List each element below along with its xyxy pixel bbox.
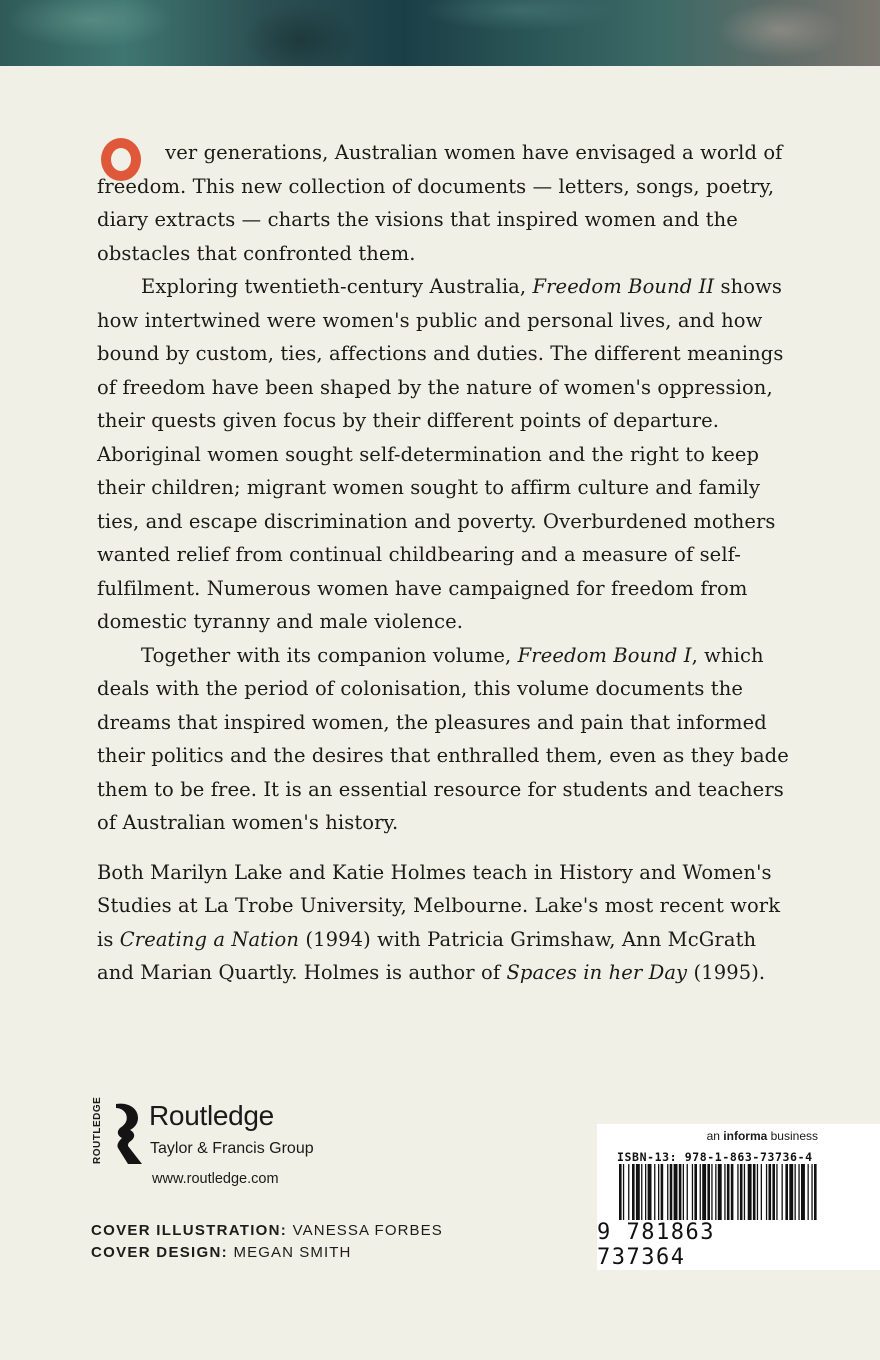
- blurb-paragraph-1: ver generations, Australian women have envisaged a world of freedom. This new collection of documents — letters, songs, poetry, diary extracts — charts the visions that inspired women and the obstacles that confronted them.: [97, 141, 783, 265]
- blurb-paragraph-3: Together with its companion volume, Freedom Bound I, which deals with the period of colonisation, this volume documents the dreams that inspired women, the pleasures and pain that informed their politics and the desires that enthralled them, even as they bade them to be free. It is an essential resource for students and teachers of Australian women's history.: [97, 643, 789, 834]
- publisher-website[interactable]: www.routledge.com: [152, 1171, 279, 1187]
- author-bio: Both Marilyn Lake and Katie Holmes teach in History and Women's Studies at La Trobe University, Melbourne. Lake's most recent work is Creating a Nation (1994) with Patricia Grimshaw, Ann McGrath and Marian Quartly. Holmes is author of Spaces in her Day (1995).: [97, 860, 781, 984]
- book-title-freedom-bound-2: Freedom Bound II: [532, 275, 715, 298]
- barcode-number: 9 781863 737364: [597, 1220, 817, 1270]
- publisher-group: Taylor & Francis Group: [150, 1140, 314, 1157]
- book-title-freedom-bound-1: Freedom Bound I: [517, 643, 692, 667]
- barcode-panel: [597, 1124, 880, 1270]
- credit-design: COVER DESIGN: MEGAN SMITH: [91, 1244, 352, 1261]
- publisher-block: [92, 1096, 392, 1195]
- drop-cap-letter: [149, 141, 165, 164]
- blurb-paragraph-2: Exploring twentieth-century Australia, Freedom Bound II shows how intertwined were women's public and personal lives, and how bound by custom, ties, affections and duties. The different meanings of freedom have been shaped by the nature of women's oppression, their quests given focus by their different points of departure. Aboriginal women sought self-determination and the right to keep their children; migrant women sought to affirm culture and family ties, and escape discrimination and poverty. Overburdened mothers wanted relief from continual childbearing and a measure of self-fulfilment. Numerous women have campaigned for freedom from domestic tyranny and male violence.: [97, 275, 784, 633]
- blurb-text: [97, 136, 797, 990]
- publisher-logo-wordmark: ROUTLEDGE: [92, 1096, 103, 1164]
- cover-credits: [91, 1220, 443, 1264]
- isbn-label: ISBN-13: 978-1-863-73736-4: [617, 1150, 813, 1164]
- cover-art-band: [0, 0, 880, 66]
- informa-tagline: an informa business: [706, 1129, 818, 1143]
- publisher-name: Routledge: [149, 1100, 274, 1131]
- credit-illustration: COVER ILLUSTRATION: VANESSA FORBES: [91, 1222, 443, 1239]
- routledge-head-logo-icon: [108, 1102, 144, 1166]
